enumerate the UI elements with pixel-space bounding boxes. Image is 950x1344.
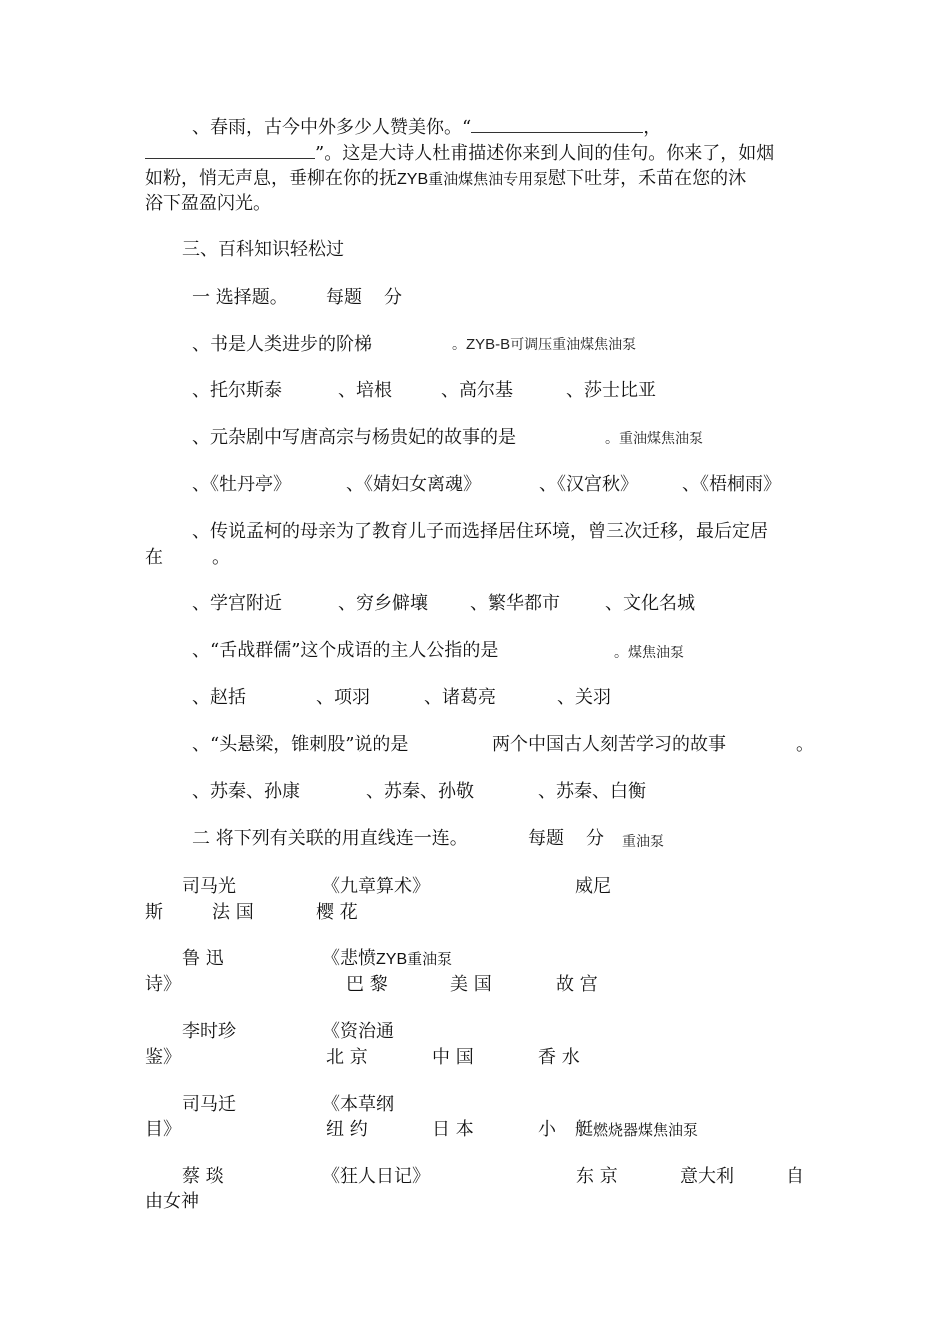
match-book-1[interactable]: 《九章算术》 xyxy=(322,876,430,897)
match-place-4b[interactable]: 日 本 xyxy=(432,1119,474,1140)
poem-line-1-text: 、春雨，古今中外多少人赞美你。“ xyxy=(192,117,472,138)
poem-line-4: 浴下盈盈闪光。 xyxy=(145,193,271,214)
q3-option-d[interactable]: 、文化名城 xyxy=(605,593,695,614)
q2-option-c[interactable]: 、《汉宫秋》 xyxy=(539,474,638,495)
q4-option-d[interactable]: 、关羽 xyxy=(557,687,611,708)
question-5-b: 两个中国古人刻苦学习的故事 xyxy=(492,734,726,755)
match-place-1b: 斯 xyxy=(145,902,163,923)
question-5-c: 。 xyxy=(796,734,814,755)
match-book-4-cont: 目》 xyxy=(145,1119,181,1140)
part1-score-b: 分 xyxy=(384,287,402,308)
part2-ad: 重油泵 xyxy=(622,834,664,850)
q1-option-a[interactable]: 、托尔斯泰 xyxy=(192,380,282,401)
question-5: 、“头悬梁，锥刺股”说的是 xyxy=(192,734,409,755)
q3-option-a[interactable]: 、学宫附近 xyxy=(192,593,282,614)
match-place-3b[interactable]: 中 国 xyxy=(432,1047,474,1068)
ad-inline-latin: ZYB xyxy=(397,171,429,188)
part2-score-b: 分 xyxy=(586,828,604,849)
match-place-1a[interactable]: 威尼 xyxy=(575,876,611,897)
match-book-3[interactable]: 《资治通 xyxy=(322,1021,394,1042)
match-place-2c[interactable]: 故 宫 xyxy=(556,974,598,995)
match-place-3a[interactable]: 北 京 xyxy=(326,1047,368,1068)
q1-option-b[interactable]: 、培根 xyxy=(338,380,392,401)
match-book-2-text: 《悲愤 xyxy=(322,948,376,969)
match-person-1[interactable]: 司马光 xyxy=(182,876,236,897)
q2-option-b[interactable]: 、《婧妇女离魂》 xyxy=(346,474,481,495)
question-3: 、传说孟柯的母亲为了教育儿子而选择居住环境，曾三次迁移，最后定居 xyxy=(192,521,768,542)
q2-option-d[interactable]: 、《梧桐雨》 xyxy=(682,474,781,495)
question-1-ad xyxy=(452,336,636,354)
answer-blank-1[interactable] xyxy=(471,116,643,133)
q1-ad-cn: 可调压重油煤焦油泵 xyxy=(510,337,637,353)
q2-option-a[interactable]: 、《牡丹亭》 xyxy=(192,474,291,495)
q1-option-c[interactable]: 、高尔基 xyxy=(441,380,513,401)
question-4-ad: 。煤焦油泵 xyxy=(614,645,684,661)
part2-score-a: 每题 xyxy=(528,828,564,849)
match-ad-2-latin: ZYB xyxy=(376,951,408,968)
poem-line-3-text-b: 慰下吐芽，禾苗在您的沐 xyxy=(548,168,747,189)
poem-line-2-text: ”。这是大诗人杜甫描述你来到人间的佳句。你来了，如烟 xyxy=(315,143,775,164)
match-book-4[interactable]: 《本草纲 xyxy=(322,1094,394,1115)
match-book-2[interactable] xyxy=(322,948,452,971)
match-person-5[interactable]: 蔡 琰 xyxy=(182,1166,224,1187)
match-book-3-cont: 鉴》 xyxy=(145,1047,181,1068)
poem-line-1 xyxy=(192,116,661,139)
match-place-2a[interactable]: 巴 黎 xyxy=(346,974,388,995)
match-person-4[interactable]: 司马迁 xyxy=(182,1094,236,1115)
q4-option-c[interactable]: 、诸葛亮 xyxy=(424,687,496,708)
match-place-1c[interactable]: 法 国 xyxy=(212,902,254,923)
q5-option-a[interactable]: 、苏秦、孙康 xyxy=(192,781,300,802)
match-place-4d-text: 艇 xyxy=(575,1119,593,1140)
question-2-ad: 。重油煤焦油泵 xyxy=(605,431,703,447)
q5-option-c[interactable]: 、苏秦、白衡 xyxy=(538,781,646,802)
question-4: 、“舌战群儒”这个成语的主人公指的是 xyxy=(192,640,499,661)
q3-option-b[interactable]: 、穷乡僻壤 xyxy=(338,593,428,614)
q1-ad-latin: ZYB-B xyxy=(466,336,511,353)
match-place-4c[interactable]: 小 xyxy=(538,1119,556,1140)
match-ad-4: 燃烧器煤焦油泵 xyxy=(593,1121,699,1139)
match-place-2b[interactable]: 美 国 xyxy=(450,974,492,995)
match-person-2[interactable]: 鲁 迅 xyxy=(182,948,224,969)
part1-label: 一 选择题。 xyxy=(192,287,288,308)
q4-option-a[interactable]: 、赵括 xyxy=(192,687,246,708)
match-place-5a[interactable]: 东 京 xyxy=(576,1166,618,1187)
q1-ad-dot: 。 xyxy=(452,337,466,353)
match-place-1d[interactable]: 樱 花 xyxy=(316,902,358,923)
match-book-2-cont: 诗》 xyxy=(145,974,181,995)
question-2: 、元杂剧中写唐高宗与杨贵妃的故事的是 xyxy=(192,427,516,448)
match-place-5c-cont: 由女神 xyxy=(145,1191,199,1212)
poem-line-2 xyxy=(145,142,774,165)
part2-label: 二 将下列有关联的用直线连一连。 xyxy=(192,828,468,849)
poem-line-3-text-a: 如粉，悄无声息，垂柳在你的抚 xyxy=(145,168,397,189)
match-person-3[interactable]: 李时珍 xyxy=(182,1021,236,1042)
q3-option-c[interactable]: 、繁华都市 xyxy=(470,593,560,614)
question-3-cont-a: 在 xyxy=(145,547,163,568)
section-title: 三、百科知识轻松过 xyxy=(182,239,344,260)
match-place-5b[interactable]: 意大利 xyxy=(680,1166,734,1187)
ad-inline-cn: 重油煤焦油专用泵 xyxy=(428,170,549,188)
match-book-5[interactable]: 《狂人日记》 xyxy=(322,1166,430,1187)
match-place-3c[interactable]: 香 水 xyxy=(538,1047,580,1068)
q4-option-b[interactable]: 、项羽 xyxy=(316,687,370,708)
question-1: 、书是人类进步的阶梯 xyxy=(192,334,372,355)
match-place-4a[interactable]: 纽 约 xyxy=(326,1119,368,1140)
q1-option-d[interactable]: 、莎士比亚 xyxy=(566,380,656,401)
poem-line-3 xyxy=(145,168,746,191)
q5-option-b[interactable]: 、苏秦、孙敬 xyxy=(366,781,474,802)
part1-score-a: 每题 xyxy=(326,287,362,308)
match-place-5c[interactable]: 自 xyxy=(786,1166,804,1187)
poem-line-1-comma: ， xyxy=(643,117,662,138)
question-3-cont-b: 。 xyxy=(212,547,230,568)
match-ad-2-cn: 重油泵 xyxy=(407,950,453,968)
answer-blank-2[interactable] xyxy=(145,142,315,159)
match-place-4d[interactable] xyxy=(575,1119,698,1141)
